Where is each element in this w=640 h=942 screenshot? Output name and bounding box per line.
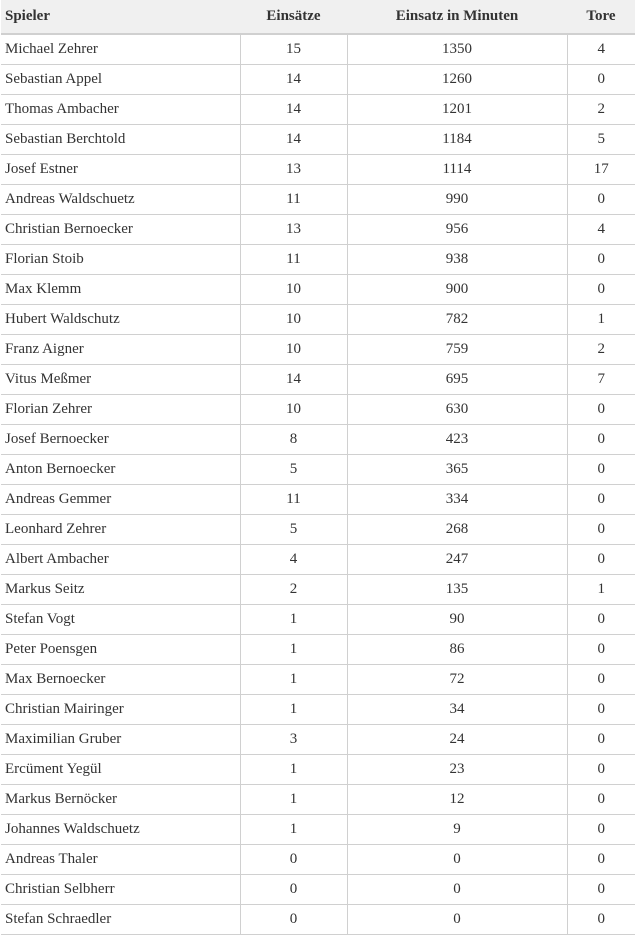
cell-einsaetze: 1 (240, 665, 347, 695)
cell-einsatz-minuten: 1201 (347, 95, 567, 125)
cell-einsatz-minuten: 782 (347, 305, 567, 335)
cell-tore: 4 (567, 34, 635, 65)
cell-tore: 0 (567, 455, 635, 485)
cell-tore: 1 (567, 575, 635, 605)
table-row (1, 185, 635, 215)
cell-einsatz-minuten: 12 (347, 785, 567, 815)
cell-einsaetze: 15 (240, 34, 347, 65)
table-row (1, 725, 635, 755)
cell-einsaetze: 11 (240, 485, 347, 515)
cell-einsatz-minuten: 630 (347, 395, 567, 425)
cell-einsaetze: 10 (240, 305, 347, 335)
cell-einsatz-minuten: 9 (347, 815, 567, 845)
cell-spieler: Sebastian Berchtold (1, 125, 240, 155)
cell-einsaetze: 1 (240, 815, 347, 845)
table-row (1, 365, 635, 395)
cell-tore: 0 (567, 425, 635, 455)
cell-einsaetze: 1 (240, 635, 347, 665)
cell-einsaetze: 0 (240, 875, 347, 905)
cell-spieler: Christian Selbherr (1, 875, 240, 905)
cell-einsatz-minuten: 86 (347, 635, 567, 665)
cell-spieler: Maximilian Gruber (1, 725, 240, 755)
cell-spieler: Hubert Waldschutz (1, 305, 240, 335)
table-row (1, 665, 635, 695)
cell-tore: 0 (567, 875, 635, 905)
cell-einsaetze: 3 (240, 725, 347, 755)
cell-spieler: Christian Bernoecker (1, 215, 240, 245)
table-row (1, 575, 635, 605)
cell-tore: 0 (567, 635, 635, 665)
cell-einsaetze: 14 (240, 125, 347, 155)
cell-einsaetze: 10 (240, 335, 347, 365)
header-einsatz-minuten: Einsatz in Minuten (347, 0, 567, 34)
cell-einsatz-minuten: 247 (347, 545, 567, 575)
cell-tore: 0 (567, 785, 635, 815)
cell-tore: 0 (567, 665, 635, 695)
cell-einsaetze: 13 (240, 155, 347, 185)
table-row (1, 125, 635, 155)
cell-einsaetze: 14 (240, 65, 347, 95)
cell-spieler: Vitus Meßmer (1, 365, 240, 395)
cell-tore: 0 (567, 245, 635, 275)
cell-einsatz-minuten: 759 (347, 335, 567, 365)
cell-tore: 4 (567, 215, 635, 245)
cell-tore: 0 (567, 845, 635, 875)
cell-einsatz-minuten: 334 (347, 485, 567, 515)
cell-einsaetze: 5 (240, 455, 347, 485)
table-row (1, 545, 635, 575)
cell-tore: 0 (567, 545, 635, 575)
cell-spieler: Franz Aigner (1, 335, 240, 365)
cell-tore: 7 (567, 365, 635, 395)
cell-tore: 0 (567, 815, 635, 845)
cell-einsaetze: 1 (240, 785, 347, 815)
cell-spieler: Max Klemm (1, 275, 240, 305)
cell-einsatz-minuten: 1184 (347, 125, 567, 155)
cell-einsatz-minuten: 990 (347, 185, 567, 215)
cell-einsatz-minuten: 24 (347, 725, 567, 755)
table-row (1, 215, 635, 245)
cell-spieler: Peter Poensgen (1, 635, 240, 665)
cell-einsatz-minuten: 90 (347, 605, 567, 635)
cell-einsatz-minuten: 0 (347, 845, 567, 875)
cell-tore: 0 (567, 605, 635, 635)
cell-einsatz-minuten: 0 (347, 875, 567, 905)
cell-tore: 2 (567, 335, 635, 365)
cell-tore: 5 (567, 125, 635, 155)
cell-einsaetze: 1 (240, 755, 347, 785)
table-row (1, 34, 635, 65)
cell-einsatz-minuten: 1350 (347, 34, 567, 65)
cell-einsatz-minuten: 938 (347, 245, 567, 275)
cell-einsaetze: 14 (240, 95, 347, 125)
cell-spieler: Albert Ambacher (1, 545, 240, 575)
cell-einsaetze: 10 (240, 275, 347, 305)
cell-einsatz-minuten: 268 (347, 515, 567, 545)
cell-tore: 0 (567, 65, 635, 95)
player-stats-table (1, 0, 635, 935)
header-tore: Tore (567, 0, 635, 34)
cell-spieler: Leonhard Zehrer (1, 515, 240, 545)
table-row (1, 785, 635, 815)
cell-spieler: Josef Estner (1, 155, 240, 185)
cell-einsatz-minuten: 72 (347, 665, 567, 695)
table-row (1, 335, 635, 365)
cell-spieler: Thomas Ambacher (1, 95, 240, 125)
header-einsaetze: Einsätze (240, 0, 347, 34)
cell-einsatz-minuten: 1260 (347, 65, 567, 95)
cell-spieler: Sebastian Appel (1, 65, 240, 95)
cell-einsatz-minuten: 423 (347, 425, 567, 455)
cell-tore: 0 (567, 395, 635, 425)
table-row (1, 65, 635, 95)
cell-einsaetze: 5 (240, 515, 347, 545)
cell-spieler: Christian Mairinger (1, 695, 240, 725)
cell-spieler: Stefan Schraedler (1, 905, 240, 935)
table-row (1, 245, 635, 275)
cell-einsaetze: 11 (240, 185, 347, 215)
table-row (1, 305, 635, 335)
cell-einsaetze: 13 (240, 215, 347, 245)
cell-einsaetze: 1 (240, 605, 347, 635)
cell-einsatz-minuten: 23 (347, 755, 567, 785)
cell-einsaetze: 0 (240, 845, 347, 875)
header-row (1, 0, 635, 34)
cell-spieler: Andreas Thaler (1, 845, 240, 875)
cell-einsatz-minuten: 1114 (347, 155, 567, 185)
table-row (1, 515, 635, 545)
cell-einsaetze: 14 (240, 365, 347, 395)
cell-tore: 2 (567, 95, 635, 125)
cell-tore: 0 (567, 695, 635, 725)
table-row (1, 755, 635, 785)
table-row (1, 455, 635, 485)
table-row (1, 605, 635, 635)
cell-spieler: Markus Bernöcker (1, 785, 240, 815)
cell-spieler: Michael Zehrer (1, 34, 240, 65)
cell-einsatz-minuten: 0 (347, 905, 567, 935)
cell-tore: 0 (567, 275, 635, 305)
cell-einsaetze: 2 (240, 575, 347, 605)
table-row (1, 395, 635, 425)
table-row (1, 95, 635, 125)
cell-einsatz-minuten: 135 (347, 575, 567, 605)
table-row (1, 905, 635, 935)
table-row (1, 695, 635, 725)
cell-tore: 0 (567, 485, 635, 515)
cell-spieler: Max Bernoecker (1, 665, 240, 695)
table-header (1, 0, 635, 34)
cell-spieler: Ercüment Yegül (1, 755, 240, 785)
header-spieler: Spieler (1, 0, 240, 34)
cell-tore: 0 (567, 905, 635, 935)
cell-spieler: Stefan Vogt (1, 605, 240, 635)
cell-tore: 1 (567, 305, 635, 335)
cell-einsatz-minuten: 695 (347, 365, 567, 395)
table-row (1, 275, 635, 305)
cell-einsaetze: 8 (240, 425, 347, 455)
cell-spieler: Josef Bernoecker (1, 425, 240, 455)
cell-einsaetze: 11 (240, 245, 347, 275)
cell-spieler: Johannes Waldschuetz (1, 815, 240, 845)
cell-spieler: Florian Stoib (1, 245, 240, 275)
table-row (1, 875, 635, 905)
cell-spieler: Andreas Gemmer (1, 485, 240, 515)
table-body (1, 34, 635, 935)
cell-einsaetze: 1 (240, 695, 347, 725)
cell-tore: 17 (567, 155, 635, 185)
cell-einsaetze: 10 (240, 395, 347, 425)
cell-tore: 0 (567, 185, 635, 215)
cell-einsatz-minuten: 34 (347, 695, 567, 725)
table-row (1, 155, 635, 185)
cell-tore: 0 (567, 755, 635, 785)
table-row (1, 815, 635, 845)
cell-einsaetze: 4 (240, 545, 347, 575)
table-row (1, 425, 635, 455)
cell-tore: 0 (567, 515, 635, 545)
table-row (1, 635, 635, 665)
cell-spieler: Andreas Waldschuetz (1, 185, 240, 215)
cell-einsaetze: 0 (240, 905, 347, 935)
cell-einsatz-minuten: 956 (347, 215, 567, 245)
cell-einsatz-minuten: 365 (347, 455, 567, 485)
cell-tore: 0 (567, 725, 635, 755)
cell-spieler: Florian Zehrer (1, 395, 240, 425)
table-row (1, 485, 635, 515)
cell-einsatz-minuten: 900 (347, 275, 567, 305)
cell-spieler: Markus Seitz (1, 575, 240, 605)
cell-spieler: Anton Bernoecker (1, 455, 240, 485)
table-row (1, 845, 635, 875)
